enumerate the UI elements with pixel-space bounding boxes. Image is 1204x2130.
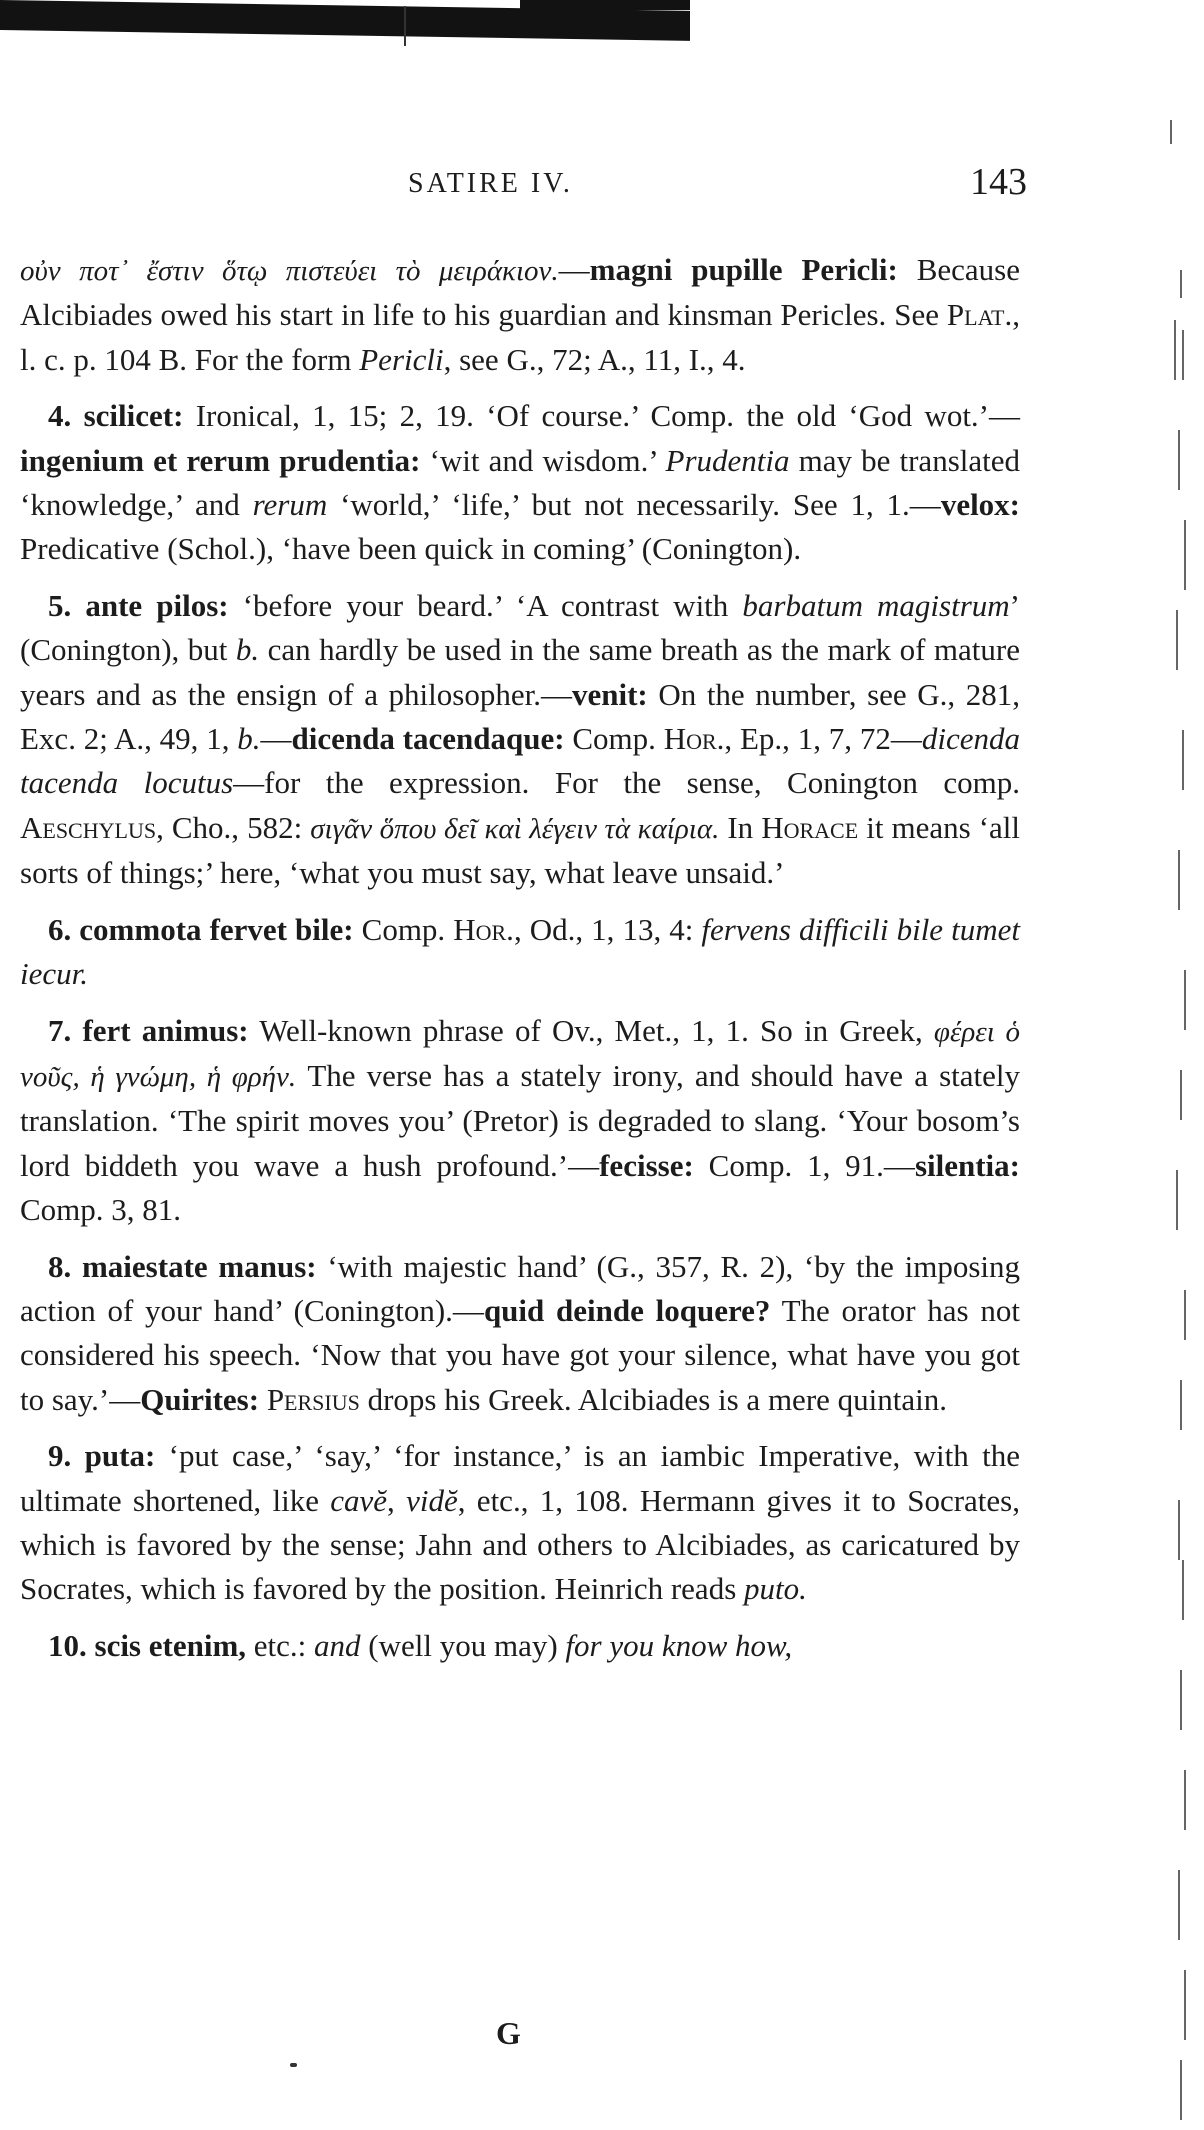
author-name: Aeschylus [20,809,157,845]
author-name: Horace [761,809,859,845]
text-run: , Od., 1, 13, 4: [513,911,702,947]
lemma: ante pilos: [85,587,229,623]
verse-number: 4. [48,398,84,434]
lemma: scis etenim, [94,1627,247,1663]
text-run: , [387,1482,407,1518]
lemma: velox: [940,487,1021,523]
italic-text: rerum [252,487,328,523]
text-run: Comp. [564,721,664,757]
text-run [259,1382,267,1417]
page-edge-marks [1150,110,1204,2130]
text-run: — [260,721,292,757]
text-run: Comp. [353,911,454,947]
text-run: it means ‘all sorts of things;’ here, ‘what you must say, what leave unsaid.’ [20,809,1020,891]
text-run: On the number, see G., 281, Exc. 2; A., 49, 1, [20,676,1020,757]
italic-text: barbatum magistrum [742,587,1010,623]
author-name: Hor. [453,911,514,947]
text-run: Because Alcibiades owed his start in life to his guardian and kinsman Pericles. See [20,252,1021,333]
lemma: maiestate manus: [81,1248,317,1284]
text-run: ‘before your beard.’ ‘A contrast with [228,587,743,623]
text-run: Ironical, 1, 15; 2, 19. ‘Of course.’ Comp. the old ‘God wot.’— [183,398,1021,434]
text-run: — [558,252,590,287]
lemma: Quirites: [140,1381,260,1417]
lemma: silentia: [914,1147,1020,1183]
text-run: Well-known phrase of Ov., Met., 1, 1. So in Greek, [248,1012,934,1048]
italic-text: dicenda tacenda locutus [20,721,1020,801]
italic-text: puto. [744,1571,807,1607]
lemma: dicenda tacendaque: [291,721,565,757]
book-page [20,160,1027,1663]
lemma: quid deinde loquere? [483,1292,771,1328]
text-run: Comp. 3, 81. [20,1192,182,1228]
text-run: The orator has not considered his speech. ‘Now that you have got your silence, what have you got to say.’— [20,1292,1020,1417]
author-name: Hor. [663,721,725,757]
text-run: ‘wit and wisdom.’ [420,442,666,478]
italic-text: vidĕ [406,1482,458,1518]
author-name: Plat. [946,297,1013,333]
lemma: venit: [571,676,648,712]
text-run: , etc., 1, 108. Hermann gives it to Socrates, which is favored by the sense; Jahn and others to Alcibiades, as caricatured by Socrates, which is favored by the position. Heinrich reads [20,1482,1020,1607]
scan-tick-mark [404,6,406,46]
author-name: Persius [266,1381,360,1417]
lemma: scilicet: [83,398,184,434]
text-run: , Ep., 1, 7, 72— [724,721,922,757]
commentary-paragraph [20,908,1020,997]
text-run: Predicative (Schol.), ‘have been quick in coming’ (Conington). [20,531,802,567]
commentary-paragraph [20,394,1020,572]
italic-text: for you know how, [565,1627,793,1663]
text-run: can hardly be used in the same breath as the mark of mature years and as the ensign of a philosopher.— [20,632,1020,712]
text-run: etc.: [246,1627,315,1663]
lemma: fert animus: [82,1012,249,1048]
italic-text: b. [237,721,261,757]
verse-number: 10. [48,1627,95,1663]
text-run: ‘put case,’ ‘say,’ ‘for instance,’ is an iambic Imperative, with the ultimate shortened, like [20,1438,1021,1518]
text-run: (well you may) [360,1627,566,1663]
lemma: puta: [84,1438,156,1474]
text-run: In [719,809,762,845]
greek-quotation: οὐν ποτ᾽ ἔστιν ὅτῳ πιστεύει τὸ μειράκιον. [20,255,559,287]
commentary-text [20,248,1020,1668]
commentary-paragraph [20,1434,1020,1612]
text-run: , l. c. p. 104 B. For the form [20,297,1020,377]
scan-speck [290,2063,297,2067]
verse-number: 6. [48,911,80,947]
text-run: , see G., 72; A., 11, I., 4. [443,341,746,377]
commentary-paragraph [20,1624,1020,1668]
running-head: SATIRE IV. [408,168,573,199]
lemma: commota fervet bile: [79,911,354,947]
italic-text: Prudentia [665,442,790,478]
commentary-paragraph [20,1245,1020,1423]
lemma: fecisse: [599,1147,694,1183]
page-number: 143 [970,161,1027,203]
text-run: , Cho., 582: [156,809,311,845]
text-run: The verse has a stately irony, and should have a stately translation. ‘The spirit moves you’ (Pretor) is degraded to slang. ‘Your bosom’s lord biddeth you wave a hush profound.’— [20,1057,1020,1183]
lemma: magni pupille Pericli: [589,252,898,287]
italic-text: b. [235,632,260,668]
lemma: ingenium et rerum prudentia: [20,442,421,478]
verse-number: 7. [48,1012,83,1048]
signature-mark: G [496,2015,521,2051]
commentary-paragraph [20,1009,1020,1233]
italic-text: and [314,1627,361,1663]
commentary-paragraph [20,584,1020,896]
text-run: ‘world,’ ‘life,’ but not necessarily. See 1, 1.— [327,487,941,523]
commentary-paragraph [20,248,1020,382]
greek-quotation: φέρει ὁ νοῦς, ἡ γνώμη, ἡ φρήν. [20,1015,1020,1093]
greek-quotation: σιγᾶν ὅπου δεῖ καὶ λέγειν τὰ καίρια. [310,812,720,845]
italic-text: cavĕ [330,1482,388,1518]
text-run: ‘with majestic hand’ (G., 357, R. 2), ‘by the imposing action of your hand’ (Conington).— [20,1248,1020,1328]
text-run: —for the expression. For the sense, Conington comp. [233,765,1020,801]
text-run: drops his Greek. Alcibiades is a mere quintain. [359,1381,947,1417]
text-run: may be translated ‘knowledge,’ and [20,442,1021,523]
verse-number: 9. [48,1438,85,1474]
text-run: Comp. 1, 91.— [693,1147,915,1183]
verse-number: 8. [48,1248,82,1284]
page-header [20,160,1027,216]
verse-number: 5. [48,587,86,623]
text-run: ’ (Conington), but [20,587,1020,668]
italic-text: Pericli [359,341,444,377]
italic-text: fervens difficili bile tumet iecur. [20,911,1020,992]
